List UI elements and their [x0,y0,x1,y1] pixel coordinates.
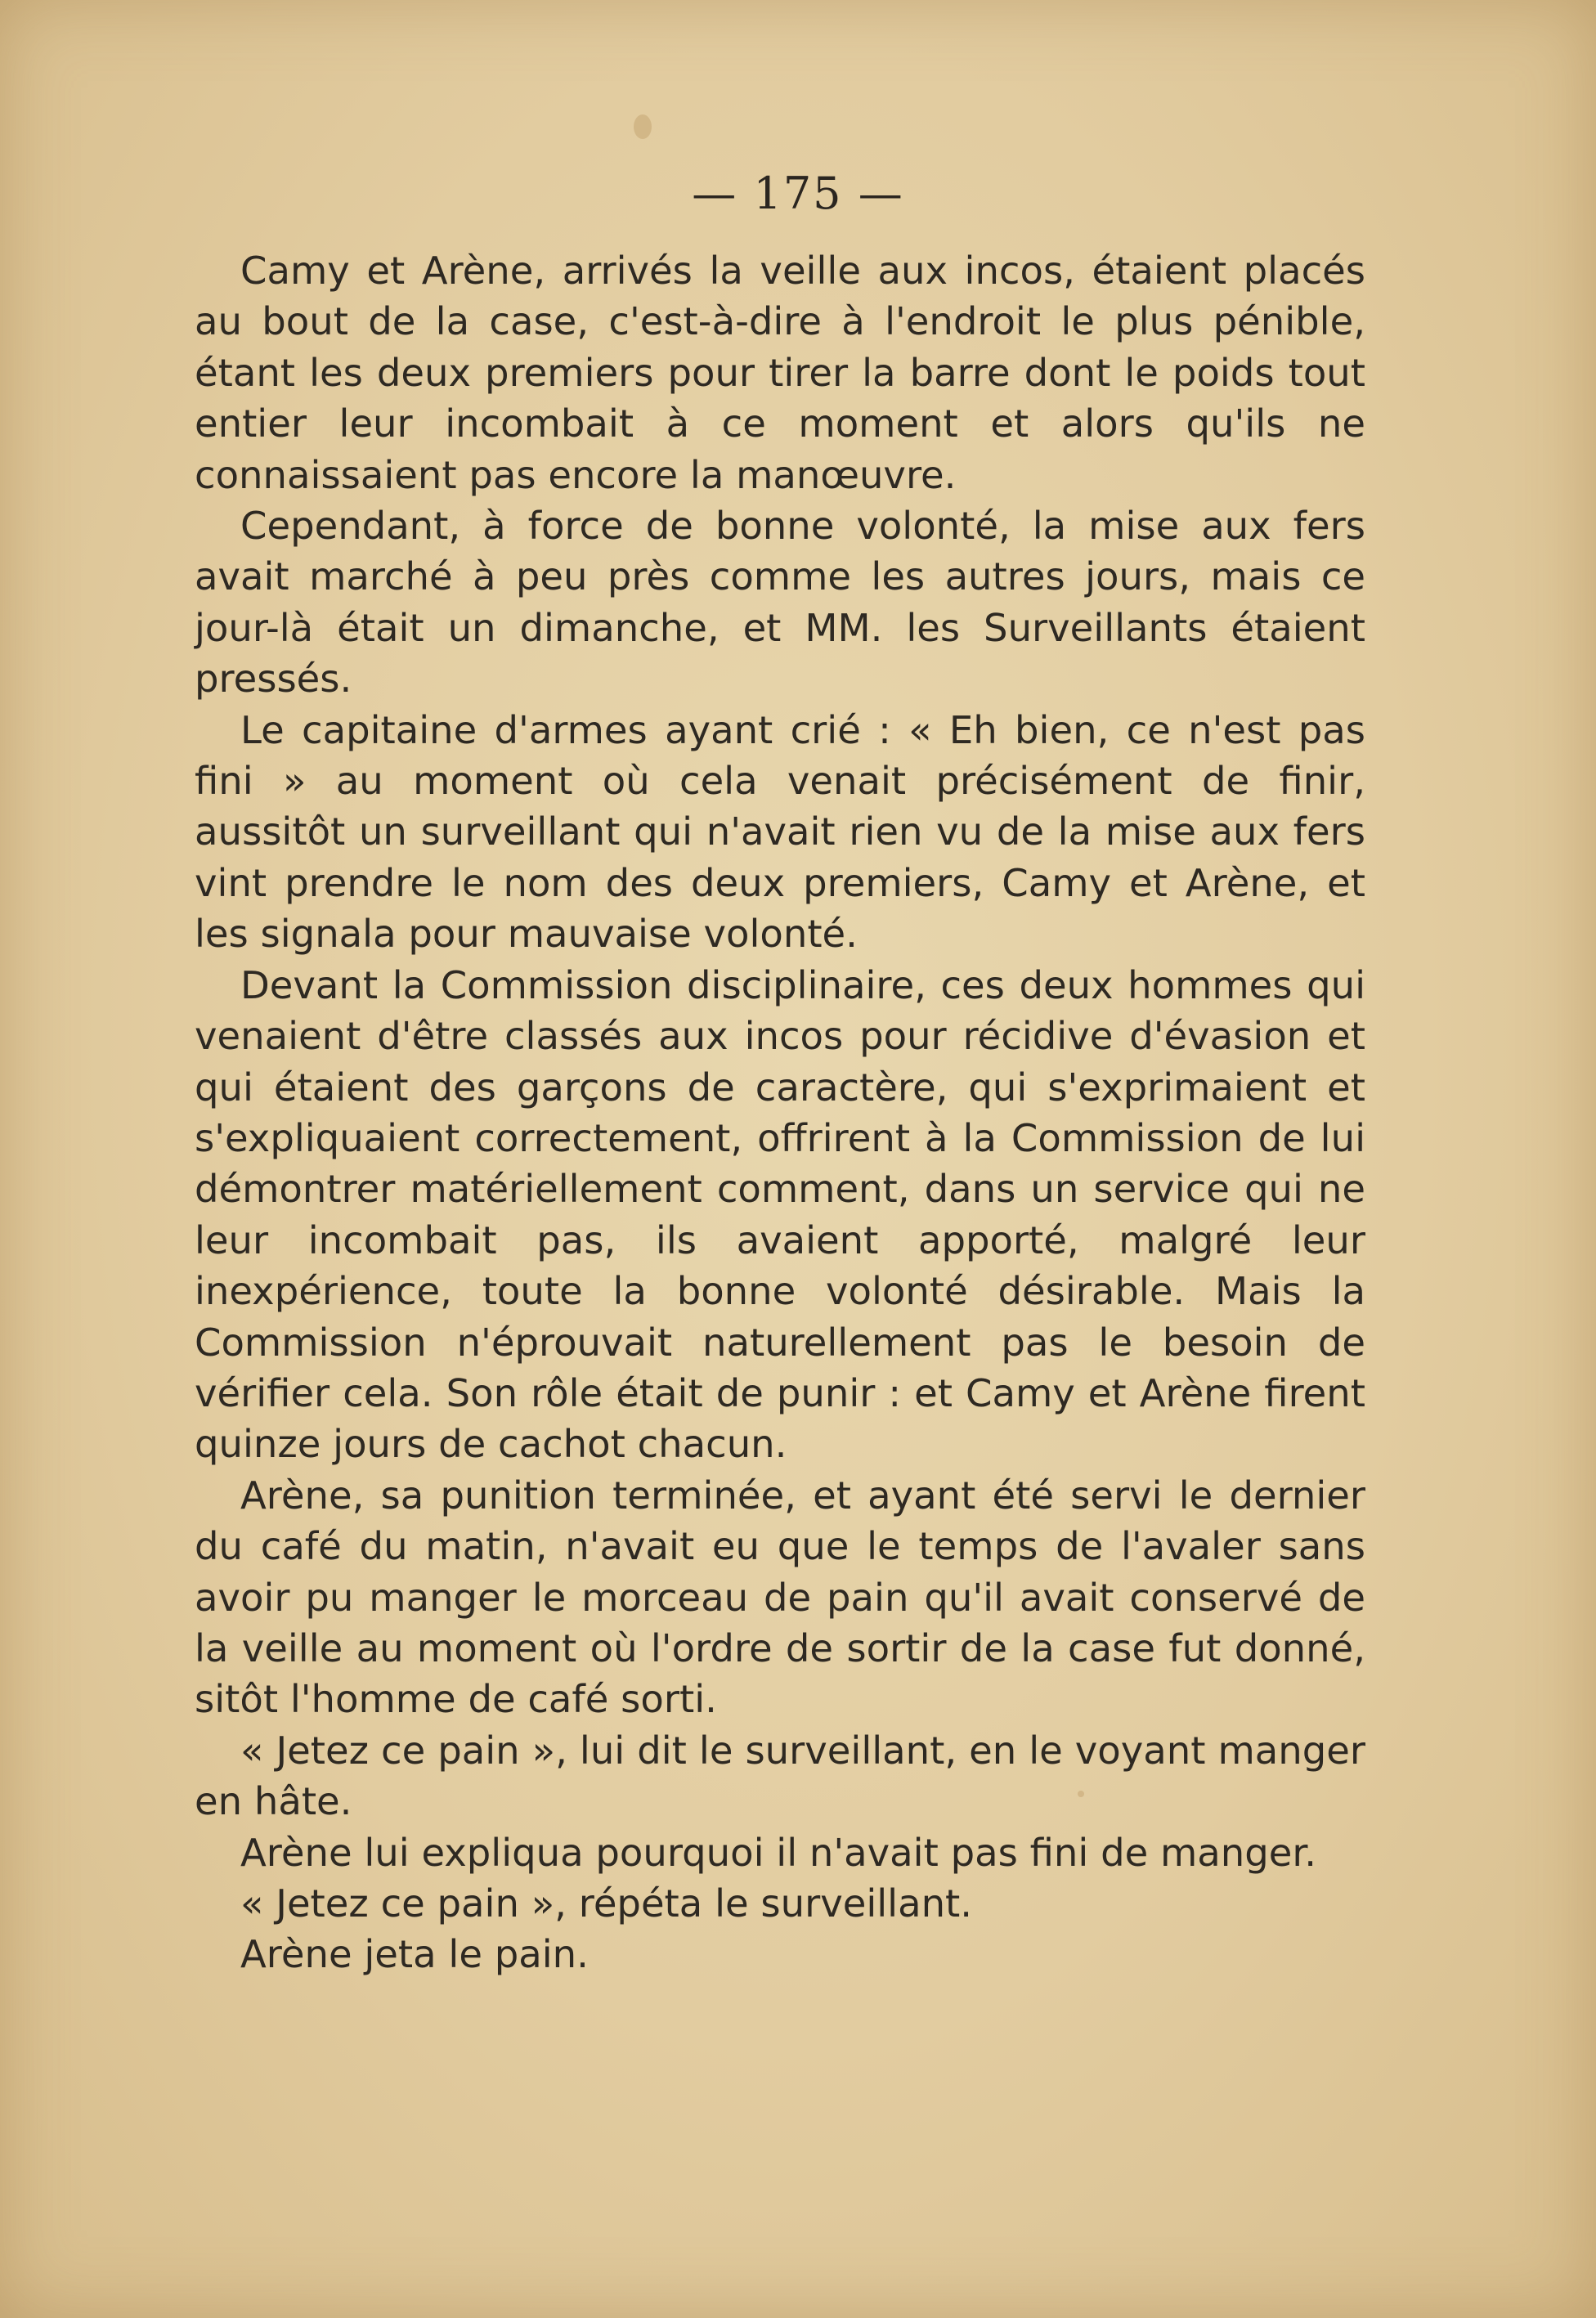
page-number: — 175 — [692,168,904,219]
paragraph: Cependant, à force de bonne volonté, la mise aux fers avait marché à peu près comme les autres jours, mais ce jour-là était un dimanche, et MM. les Surveillants étaient pressés. [195,504,1365,702]
body-text [195,245,1365,1980]
paragraph: Camy et Arène, arrivés la veille aux incos, étaient placés au bout de la case, c'est-à-dire à l'endroit le plus pénible, étant les deux premiers pour tirer la barre dont le poids tout entier leur incombait à ce moment et alors qu'ils ne connaissaient pas encore la manœuvre. [195,249,1365,497]
paper-stain [634,114,652,139]
paragraph: Le capitaine d'armes ayant crié : « Eh bien, ce n'est pas fini » au moment où cela venait précisément de finir, aussitôt un surveillant qui n'avait rien vu de la mise aux fers vint prendre le nom des deux premiers, Camy et Arène, et les signala pour mauvaise volonté. [195,707,1365,957]
paragraph: Arène jeta le pain. [240,1932,589,1977]
paragraph: Arène, sa punition terminée, et ayant été servi le dernier du café du matin, n'avait eu que le temps de l'avaler sans avoir pu manger le morceau de pain qu'il avait conservé de la veille au moment où l'ordre de sortir de la case fut donné, sitôt l'homme de café sorti. [195,1473,1365,1722]
paragraph: Devant la Commission disciplinaire, ces deux hommes qui venaient d'être classés aux incos pour récidive d'évasion et qui étaient des garçons de caractère, qui s'exprimaient et s'expliquaient correctement, offrirent à la Commission de lui démontrer matériellement comment, dans un service qui ne leur incombait pas, ils avaient apporté, malgré leur inexpérience, toute la bonne volonté désirable. Mais la Commission n'éprouvait naturellement pas le besoin de vérifier cela. Son rôle était de punir : et Camy et Arène firent quinze jours de cachot chacun. [195,962,1365,1467]
paragraph: « Jetez ce pain », répéta le surveillant. [240,1881,973,1926]
paragraph: « Jetez ce pain », lui dit le surveillant, en le voyant manger en hâte. [195,1728,1365,1824]
paragraph: Arène lui expliqua pourquoi il n'avait pas fini de manger. [240,1830,1316,1875]
